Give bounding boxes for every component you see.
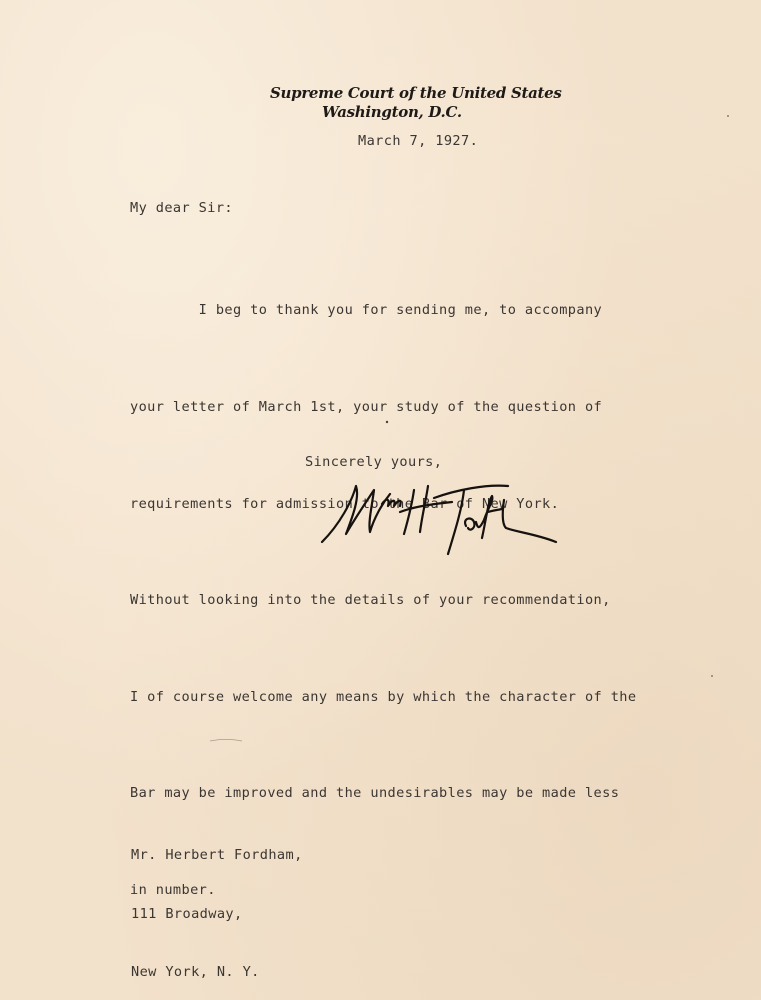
body-line: your letter of March 1st, your study of the question of (130, 399, 603, 415)
body-line: Bar may be improved and the undesirables may be made less (130, 785, 620, 802)
body-line: I of course welcome any means by which the character of the (130, 688, 637, 705)
letterhead-city: Washington, D.C. (322, 103, 462, 121)
recipient-name: Mr. Herbert Fordham, (131, 847, 303, 863)
letterhead-court-name: Supreme Court of the United States (270, 84, 562, 102)
body-line: Without looking into the details of your recommendation, (130, 592, 611, 609)
body-line: I beg to thank you for sending me, to accompany (130, 302, 603, 319)
signature (316, 476, 561, 566)
letter-date: March 7, 1927. (358, 133, 479, 149)
recipient-address (131, 807, 303, 1000)
body-line: requirements for admission to the Bar of New York. (130, 495, 560, 512)
body-line: in number. (130, 881, 216, 898)
salutation: My dear Sir: (130, 200, 234, 216)
recipient-street: 111 Broadway, (131, 905, 243, 922)
closing: Sincerely yours, (305, 454, 443, 470)
recipient-city: New York, N. Y. (131, 964, 260, 980)
